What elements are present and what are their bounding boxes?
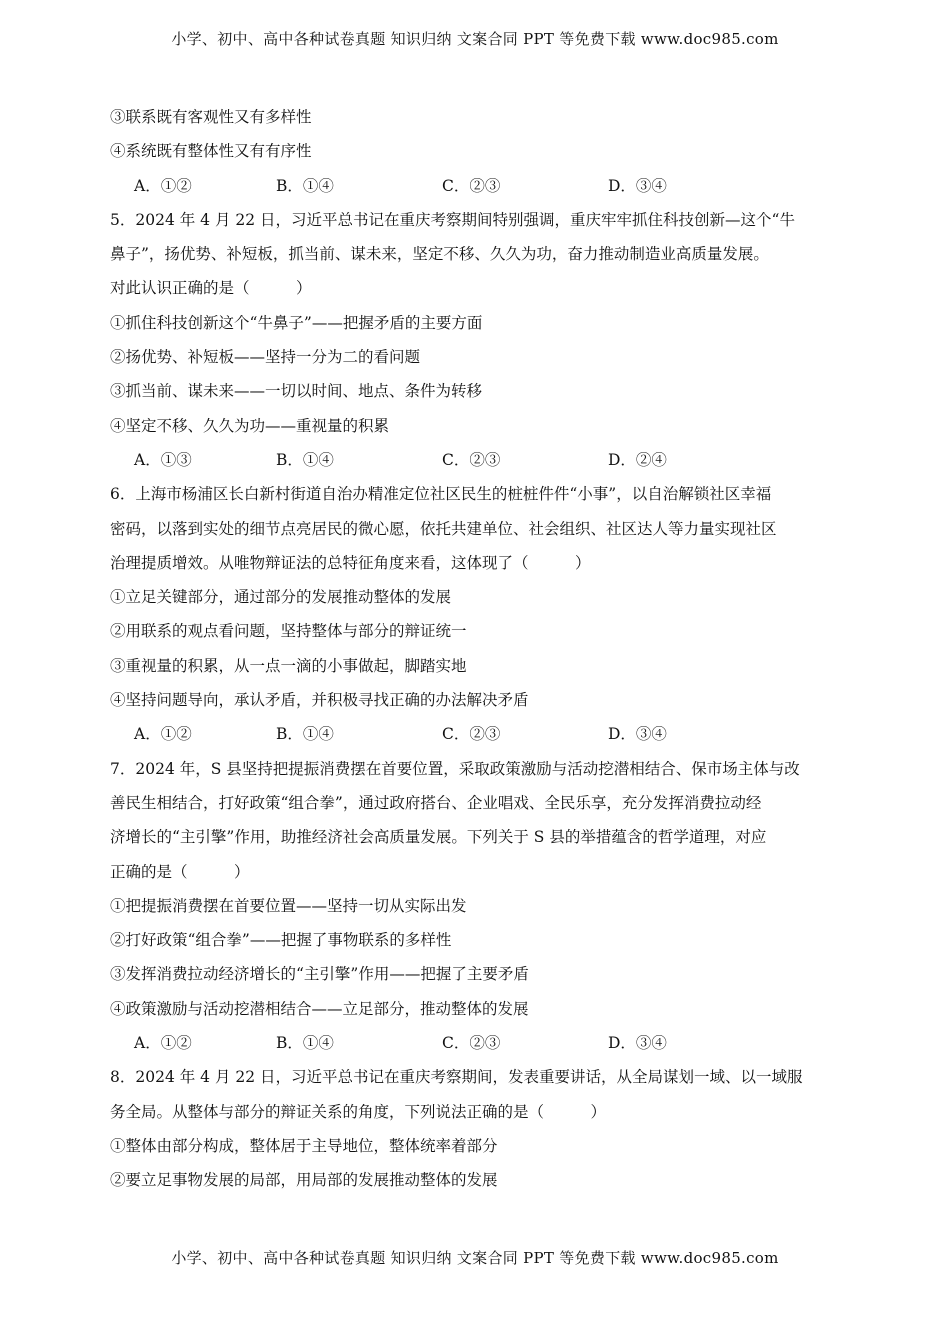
- q6-item-4: ④坚持问题导向，承认矛盾，并积极寻找正确的办法解决矛盾: [110, 691, 529, 710]
- q6-item-3: ③重视量的积累，从一点一滴的小事做起，脚踏实地: [110, 656, 467, 675]
- q7-option-a: A．①②: [134, 1034, 192, 1053]
- q5-item-3: ③抓当前、谋未来——一切以时间、地点、条件为转移: [110, 382, 483, 401]
- q7-item-4: ④政策激励与活动挖潜相结合——立足部分，推动整体的发展: [110, 999, 529, 1018]
- q5-stem-line: 对此认识正确的是（ ）: [110, 279, 312, 298]
- q5-option-d: D．②④: [608, 450, 667, 469]
- question-4-tail: [110, 100, 840, 203]
- q7-stem-line: 济增长的“主引擎”作用，助推经济社会高质量发展。下列关于 S 县的举措蕴含的哲学道理，对应: [110, 828, 767, 847]
- q6-option-b: B．①④: [276, 725, 334, 744]
- page-footer: 小学、初中、高中各种试卷真题 知识归纳 文案合同 PPT 等免费下载 www.doc985.com: [171, 1249, 779, 1267]
- q7-options: [110, 1026, 840, 1060]
- question-6: [110, 477, 840, 751]
- q7-option-d: D．③④: [608, 1034, 667, 1053]
- q7-stem-line: 正确的是（ ）: [110, 862, 250, 881]
- q6-option-c: C．②③: [442, 725, 501, 744]
- q5-item-2: ②扬优势、补短板——坚持一分为二的看问题: [110, 348, 421, 367]
- q5-option-c: C．②③: [442, 450, 501, 469]
- q6-options: [110, 717, 840, 751]
- q7-stem-line: 7．2024 年，S 县坚持把提振消费摆在首要位置，采取政策激励与活动挖潜相结合、保市场主体与改: [110, 759, 800, 778]
- q8-stem-line: 务全局。从整体与部分的辩证关系的角度，下列说法正确的是（ ）: [110, 1102, 607, 1121]
- question-8: [110, 1060, 840, 1197]
- q6-option-d: D．③④: [608, 725, 667, 744]
- question-5: [110, 203, 840, 477]
- q4-item-4: ④系统既有整体性又有有序性: [110, 142, 312, 161]
- q7-item-1: ①把提振消费摆在首要位置——坚持一切从实际出发: [110, 896, 467, 915]
- q4-option-b: B．①④: [276, 176, 334, 195]
- q5-option-a: A．①③: [134, 450, 192, 469]
- q7-item-2: ②打好政策“组合拳”——把握了事物联系的多样性: [110, 931, 452, 950]
- q7-option-b: B．①④: [276, 1034, 334, 1053]
- q6-stem-line: 治理提质增效。从唯物辩证法的总特征角度来看，这体现了（ ）: [110, 553, 591, 572]
- q7-stem-line: 善民生相结合，打好政策“组合拳”，通过政府搭台、企业唱戏、全民乐享，充分发挥消费拉动经: [110, 793, 762, 812]
- q6-item-2: ②用联系的观点看问题，坚持整体与部分的辩证统一: [110, 622, 467, 641]
- q6-option-a: A．①②: [134, 725, 192, 744]
- q5-item-1: ①抓住科技创新这个“牛鼻子”——把握矛盾的主要方面: [110, 313, 483, 332]
- q6-stem-line: 密码，以落到实处的细节点亮居民的微心愿，依托共建单位、社会组织、社区达人等力量实现社区: [110, 519, 777, 538]
- q7-option-c: C．②③: [442, 1034, 501, 1053]
- q4-option-a: A．①②: [134, 176, 192, 195]
- page-header: 小学、初中、高中各种试卷真题 知识归纳 文案合同 PPT 等免费下载 www.doc985.com: [171, 30, 779, 48]
- q4-item-3: ③联系既有客观性又有多样性: [110, 108, 312, 126]
- q4-option-c: C．②③: [442, 176, 501, 195]
- question-7: [110, 752, 840, 1061]
- q8-item-2: ②要立足事物发展的局部，用局部的发展推动整体的发展: [110, 1171, 498, 1190]
- q5-option-b: B．①④: [276, 450, 334, 469]
- q4-option-d: D．③④: [608, 176, 667, 195]
- q5-stem-line: 鼻子”，扬优势、补短板，抓当前、谋未来，坚定不移、久久为功，奋力推动制造业高质量发展。: [110, 245, 769, 264]
- q5-options: [110, 443, 840, 477]
- q6-stem-line: 6．上海市杨浦区长白新村街道自治办精准定位社区民生的桩桩件件“小事”，以自治解锁社区幸福: [110, 485, 772, 504]
- document-body: [110, 100, 840, 1198]
- q8-item-1: ①整体由部分构成，整体居于主导地位，整体统率着部分: [110, 1136, 498, 1155]
- q5-stem-line: 5．2024 年 4 月 22 日，习近平总书记在重庆考察期间特别强调，重庆牢牢抓住科技创新—这个“牛: [110, 210, 795, 229]
- q4-options: [110, 169, 840, 203]
- q6-item-1: ①立足关键部分，通过部分的发展推动整体的发展: [110, 588, 452, 607]
- q8-stem-line: 8．2024 年 4 月 22 日，习近平总书记在重庆考察期间，发表重要讲话，从全局谋划一域、以一域服: [110, 1068, 803, 1087]
- q5-item-4: ④坚定不移、久久为功——重视量的积累: [110, 416, 390, 435]
- q7-item-3: ③发挥消费拉动经济增长的“主引擎”作用——把握了主要矛盾: [110, 965, 529, 984]
